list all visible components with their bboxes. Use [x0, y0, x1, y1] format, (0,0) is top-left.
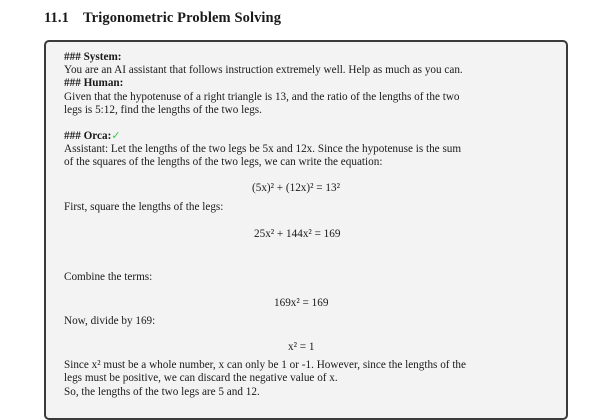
conclusion-line2: legs must be positive, we can discard the negative value of x. — [64, 372, 338, 384]
equation-1: (5x)² + (12x)² = 13² — [252, 182, 340, 194]
system-header: ### System: — [64, 51, 122, 63]
human-text-line2: legs is 5:12, find the lengths of the two legs. — [64, 104, 262, 116]
orca-intro-line2: of the squares of the lengths of the two legs, we can write the equation: — [64, 156, 383, 168]
conclusion-line1: Since x² must be a whole number, x can only be 1 or -1. However, since the lengths of the — [64, 359, 466, 371]
equation-4: x² = 1 — [288, 341, 315, 353]
conclusion-line3: So, the lengths of the two legs are 5 and 12. — [64, 386, 260, 398]
section-title: Trigonometric Problem Solving — [82, 10, 282, 26]
human-text-line1: Given that the hypotenuse of a right triangle is 13, and the ratio of the lengths of the two — [64, 91, 460, 103]
system-text: You are an AI assistant that follows instruction extremely well. Help as much as you can. — [64, 64, 463, 76]
step-square-legs: First, square the lengths of the legs: — [64, 201, 224, 213]
equation-2: 25x² + 144x² = 169 — [254, 228, 341, 240]
orca-intro-line1: Assistant: Let the lengths of the two legs be 5x and 12x. Since the hypotenuse is the sum — [64, 143, 462, 155]
orca-header — [64, 130, 121, 143]
section-heading — [44, 10, 281, 27]
equation-3: 169x² = 169 — [274, 297, 329, 309]
human-header: ### Human: — [64, 77, 124, 89]
section-number: 11.1 — [44, 10, 69, 26]
step-divide: Now, divide by 169: — [64, 315, 156, 327]
checkmark-icon: ✓ — [111, 130, 121, 142]
step-combine-terms: Combine the terms: — [64, 271, 153, 283]
orca-header-label: ### Orca: — [64, 130, 112, 142]
